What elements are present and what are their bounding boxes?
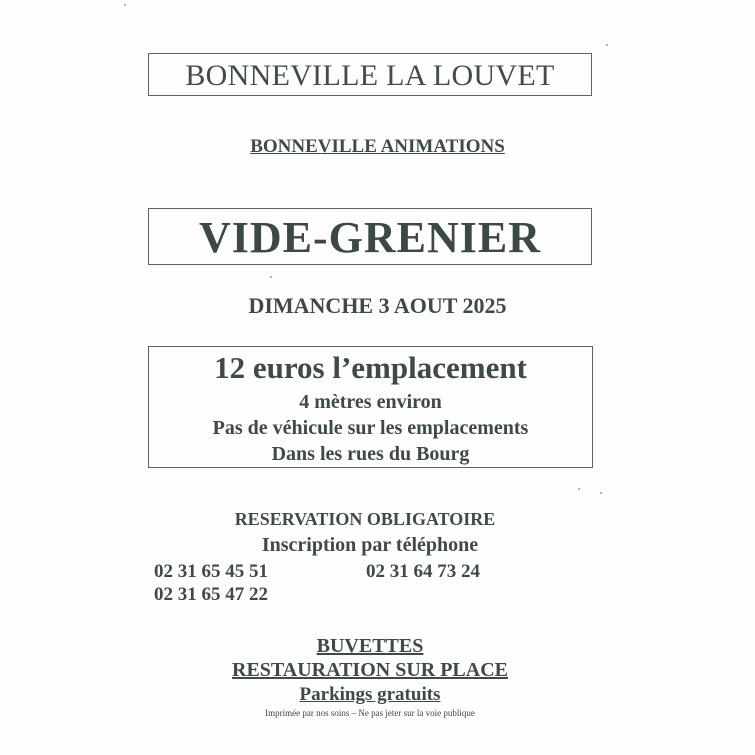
event-date: DIMANCHE 3 AOUT 2025 xyxy=(248,293,507,318)
phone-number-2: 02 31 64 73 24 xyxy=(366,561,480,582)
town-title-box xyxy=(148,53,592,96)
event-title: VIDE-GRENIER xyxy=(198,213,542,262)
scan-speck xyxy=(606,44,608,46)
price-headline: 12 euros l’emplacement xyxy=(214,350,527,385)
phone-number-3: 02 31 65 47 22 xyxy=(154,584,268,605)
reservation-title: RESERVATION OBLIGATOIRE xyxy=(234,509,496,529)
town-title: BONNEVILLE LA LOUVET xyxy=(185,59,555,92)
scan-speck xyxy=(270,276,272,278)
price-detail-vehicle: Pas de véhicule sur les emplacements xyxy=(212,417,529,439)
service-parking: Parkings gratuits xyxy=(299,684,441,705)
price-detail-location: Dans les rues du Bourg xyxy=(271,443,470,465)
scan-speck xyxy=(578,488,580,490)
event-title-box xyxy=(148,208,592,265)
service-drinks: BUVETTES xyxy=(316,635,424,657)
print-notice: Imprimée par nos soins – Ne pas jeter sur la voie publique xyxy=(265,708,475,718)
reservation-subtitle: Inscription par téléphone xyxy=(261,534,479,556)
scan-speck xyxy=(124,4,126,6)
price-detail-size: 4 mètres environ xyxy=(299,391,442,413)
service-food: RESTAURATION SUR PLACE xyxy=(232,659,508,681)
scan-speck xyxy=(600,492,602,494)
phone-number-1: 02 31 65 45 51 xyxy=(154,561,268,582)
organizer-name: BONNEVILLE ANIMATIONS xyxy=(250,136,505,157)
